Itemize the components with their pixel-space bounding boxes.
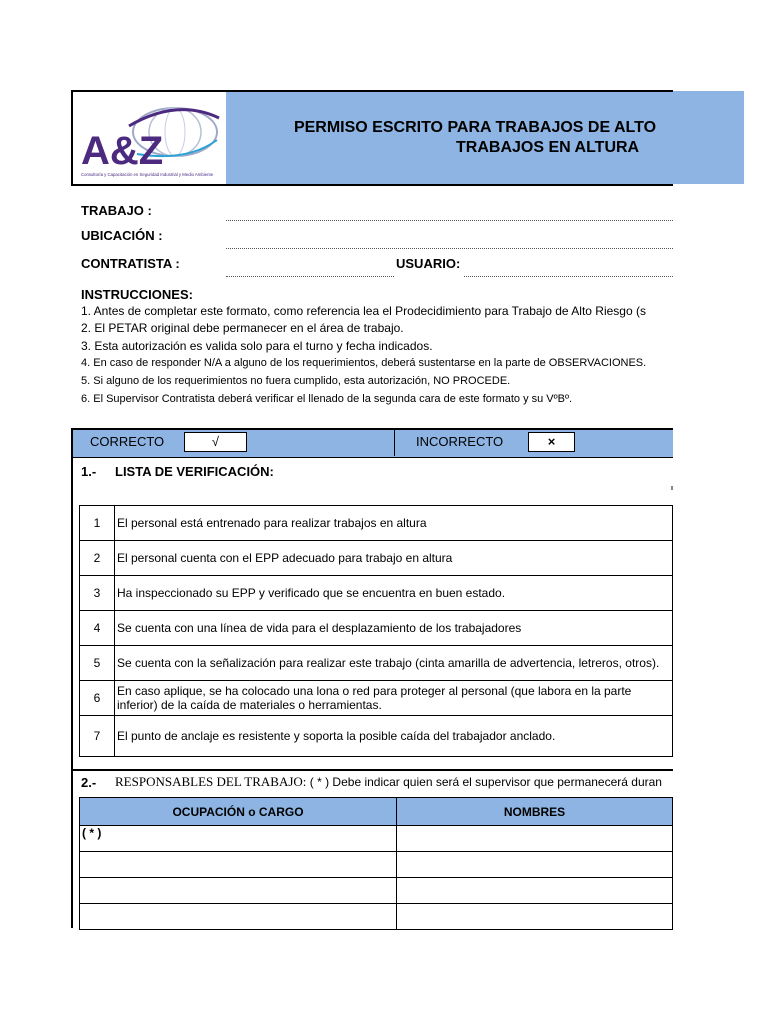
instructions-title: INSTRUCCIONES: <box>81 287 193 302</box>
table-header-row <box>80 798 673 826</box>
contratista-field[interactable] <box>226 276 394 277</box>
ubicacion-field[interactable] <box>226 248 673 249</box>
ocupacion-cell[interactable] <box>80 852 397 878</box>
row-text: Ha inspeccionado su EPP y verificado que se encuentra en buen estado. <box>115 576 673 611</box>
logo-graphic <box>77 96 225 182</box>
ocupacion-cell[interactable] <box>80 878 397 904</box>
ubicacion-label: UBICACIÓN : <box>81 228 163 243</box>
section1-number: 1.- <box>81 464 97 479</box>
legend-divider <box>394 430 395 456</box>
instruction-item: 5. Si alguno de los requerimientos no fuera cumplido, esta autorización, NO PROCEDE. <box>81 375 511 387</box>
table-row <box>80 852 673 878</box>
table-row <box>80 646 673 681</box>
trabajo-field[interactable] <box>226 220 673 221</box>
nombres-cell[interactable] <box>397 878 673 904</box>
row-number: 7 <box>80 716 115 757</box>
table-row <box>80 878 673 904</box>
instruction-item: 4. En caso de responder N/A a alguno de los requerimientos, deberá sustentarse en la parte de OBSERVACIONES. <box>81 357 647 369</box>
correcto-label: CORRECTO <box>90 434 165 449</box>
ocupacion-cell[interactable] <box>80 904 397 930</box>
row-number: 3 <box>80 576 115 611</box>
row-number: 5 <box>80 646 115 681</box>
nombres-cell[interactable] <box>397 826 673 852</box>
row-text: El personal cuenta con el EPP adecuado para trabajo en altura <box>115 541 673 576</box>
incorrecto-label: INCORRECTO <box>416 434 504 449</box>
col-nombres: NOMBRES <box>397 798 673 826</box>
ocupacion-cell[interactable]: ( * ) <box>80 826 397 852</box>
row-number: 4 <box>80 611 115 646</box>
usuario-label: USUARIO: <box>396 256 461 271</box>
table-row <box>80 611 673 646</box>
instruction-item: 6. El Supervisor Contratista deberá verificar el llenado de la segunda cara de este formato y su VºBº. <box>81 393 573 405</box>
instruction-item: 2. El PETAR original debe permanecer en el área de trabajo. <box>81 321 404 335</box>
logo-text: A&Z <box>81 129 164 173</box>
table-row <box>80 826 673 852</box>
section2-note: ( * ) Debe indicar quien será el supervisor que permanecerá duran <box>309 775 662 789</box>
section2-number: 2.- <box>81 775 97 790</box>
correcto-symbol-box: √ <box>184 432 247 452</box>
cell-marker <box>671 486 673 490</box>
verification-table <box>79 505 673 757</box>
section2-top-rule <box>71 769 673 771</box>
contratista-label: CONTRATISTA : <box>81 256 180 271</box>
nombres-cell[interactable] <box>397 904 673 930</box>
instruction-item: 3. Esta autorización es valida solo para el turno y fecha indicados. <box>81 339 433 353</box>
section2-title: RESPONSABLES DEL TRABAJO: <box>115 774 307 789</box>
trabajo-label: TRABAJO : <box>81 203 152 218</box>
row-text: Se cuenta con una línea de vida para el desplazamiento de los trabajadores <box>115 611 673 646</box>
row-text: El punto de anclaje es resistente y soporta la posible caída del trabajador anclado. <box>115 716 673 757</box>
section2-heading <box>115 774 673 790</box>
logo-tagline: Consultoría y Capacitación en Seguridad Industrial y Medio Ambiente <box>81 172 214 177</box>
form-title: PERMISO ESCRITO PARA TRABAJOS DE ALTO <box>293 119 657 136</box>
left-border <box>71 456 73 928</box>
usuario-field[interactable] <box>464 276 673 277</box>
row-text: El personal está entrenado para realizar trabajos en altura <box>115 506 673 541</box>
row-text: En caso aplique, se ha colocado una lona o red para proteger al personal (que labora en la parte inferior) de la caída de materiales o herramientas. <box>115 681 673 716</box>
form-subtitle: TRABAJOS EN ALTURA <box>456 139 640 156</box>
company-logo <box>77 96 225 182</box>
row-number: 6 <box>80 681 115 716</box>
incorrecto-symbol-box: × <box>528 432 575 452</box>
table-row <box>80 681 673 716</box>
table-row <box>80 576 673 611</box>
col-ocupacion: OCUPACIÓN o CARGO <box>80 798 397 826</box>
instruction-item: 1. Antes de completar este formato, como referencia lea el Prodecidimiento para Trabajo de Alto Riesgo (s <box>81 304 646 318</box>
section1-title: LISTA DE VERIFICACIÓN: <box>115 464 274 479</box>
row-number: 1 <box>80 506 115 541</box>
responsables-table <box>79 797 673 930</box>
row-text: Se cuenta con la señalización para realizar este trabajo (cinta amarilla de advertencia, letreros, otros). <box>115 646 673 681</box>
row-number: 2 <box>80 541 115 576</box>
table-row <box>80 506 673 541</box>
table-row <box>80 904 673 930</box>
nombres-cell[interactable] <box>397 852 673 878</box>
table-row <box>80 716 673 757</box>
table-row <box>80 541 673 576</box>
